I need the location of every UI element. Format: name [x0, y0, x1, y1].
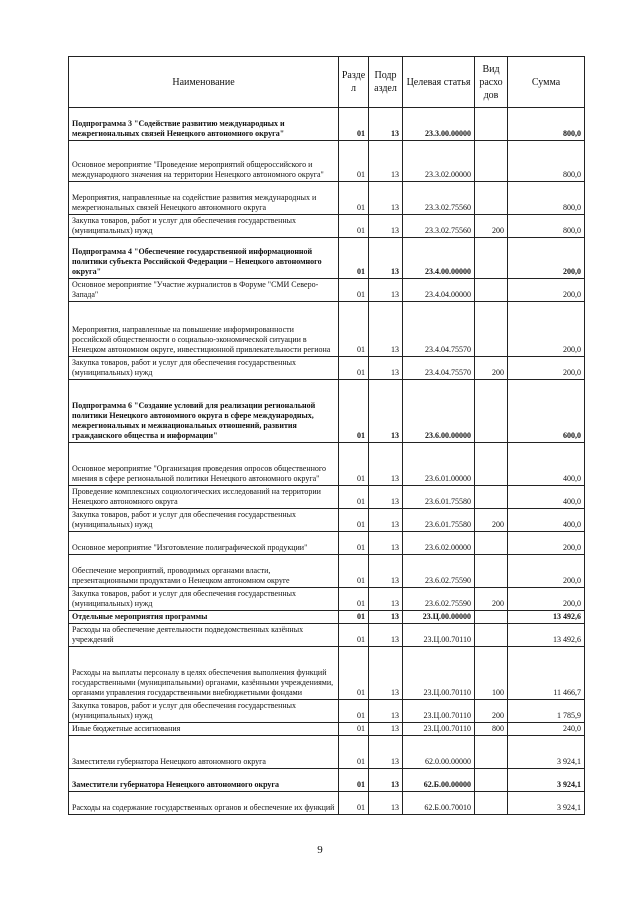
cell-sum: 200,0: [508, 238, 585, 279]
cell-target: 23.6.02.75590: [403, 555, 475, 588]
cell-podrazdel: 13: [369, 769, 403, 792]
cell-name: Закупка товаров, работ и услуг для обеспечения государственных (муниципальных) нужд: [69, 509, 339, 532]
header-target: Целевая статья: [403, 57, 475, 108]
cell-vid: [475, 624, 508, 647]
cell-target: 23.6.01.75580: [403, 486, 475, 509]
cell-podrazdel: 13: [369, 108, 403, 141]
cell-target: 62.Б.00.00000: [403, 769, 475, 792]
cell-target: 23.4.00.00000: [403, 238, 475, 279]
cell-razdel: 01: [339, 611, 369, 624]
cell-sum: 600,0: [508, 380, 585, 443]
cell-name: Мероприятия, направленные на содействие развития международных и межрегиональных связей Ненецкого автономного округа: [69, 182, 339, 215]
header-razdel: Разде л: [339, 57, 369, 108]
header-podrazdel: Подр аздел: [369, 57, 403, 108]
cell-vid: 200: [475, 509, 508, 532]
cell-podrazdel: 13: [369, 302, 403, 357]
cell-vid: [475, 611, 508, 624]
cell-vid: [475, 108, 508, 141]
cell-podrazdel: 13: [369, 182, 403, 215]
cell-sum: 200,0: [508, 357, 585, 380]
cell-sum: 400,0: [508, 509, 585, 532]
cell-vid: 200: [475, 700, 508, 723]
cell-vid: [475, 302, 508, 357]
cell-name: Основное мероприятие "Участие журналистов в Форуме "СМИ Северо-Запада": [69, 279, 339, 302]
header-vid: Вид расхо дов: [475, 57, 508, 108]
table-row: [69, 238, 585, 279]
cell-razdel: 01: [339, 380, 369, 443]
cell-razdel: 01: [339, 624, 369, 647]
table-row: [69, 215, 585, 238]
cell-sum: 400,0: [508, 486, 585, 509]
cell-sum: 1 785,9: [508, 700, 585, 723]
cell-target: 23.4.04.75570: [403, 357, 475, 380]
cell-vid: [475, 736, 508, 769]
cell-podrazdel: 13: [369, 486, 403, 509]
cell-vid: [475, 555, 508, 588]
table-header-row: [69, 57, 585, 108]
cell-name: Подпрограмма 3 "Содействие развитию международных и межрегиональных связей Ненецкого автономного округа": [69, 108, 339, 141]
cell-sum: 200,0: [508, 279, 585, 302]
table-row: [69, 555, 585, 588]
table-row: [69, 141, 585, 182]
cell-vid: [475, 279, 508, 302]
table-row: [69, 302, 585, 357]
cell-razdel: 01: [339, 647, 369, 700]
cell-razdel: 01: [339, 141, 369, 182]
cell-target: 23.3.02.75560: [403, 182, 475, 215]
cell-vid: [475, 141, 508, 182]
cell-name: Основное мероприятие "Организация проведения опросов общественного мнения в сфере региональной политики Ненецкого автономного округа": [69, 443, 339, 486]
table-row: [69, 647, 585, 700]
cell-podrazdel: 13: [369, 279, 403, 302]
cell-vid: [475, 238, 508, 279]
cell-razdel: 01: [339, 215, 369, 238]
cell-sum: 240,0: [508, 723, 585, 736]
table-row: [69, 108, 585, 141]
cell-name: Подпрограмма 4 "Обеспечение государственной информационной политики субъекта Российской Федерации – Ненецкого автономного округа": [69, 238, 339, 279]
cell-vid: [475, 182, 508, 215]
cell-podrazdel: 13: [369, 792, 403, 815]
cell-target: 62.Б.00.70010: [403, 792, 475, 815]
cell-podrazdel: 13: [369, 532, 403, 555]
cell-razdel: 01: [339, 357, 369, 380]
cell-podrazdel: 13: [369, 647, 403, 700]
cell-sum: 3 924,1: [508, 736, 585, 769]
cell-name: Проведение комплексных социологических исследований на территории Ненецкого автономного округа: [69, 486, 339, 509]
table-row: [69, 509, 585, 532]
cell-name: Основное мероприятие "Изготовление полиграфической продукции": [69, 532, 339, 555]
table-row: [69, 736, 585, 769]
cell-vid: 200: [475, 357, 508, 380]
cell-name: Закупка товаров, работ и услуг для обеспечения государственных (муниципальных) нужд: [69, 700, 339, 723]
cell-podrazdel: 13: [369, 611, 403, 624]
cell-razdel: 01: [339, 792, 369, 815]
cell-razdel: 01: [339, 279, 369, 302]
cell-target: 23.3.02.75560: [403, 215, 475, 238]
cell-podrazdel: 13: [369, 700, 403, 723]
cell-name: Обеспечение мероприятий, проводимых органами власти, презентационными продуктами о Ненецком автономном округе: [69, 555, 339, 588]
cell-target: 23.3.02.00000: [403, 141, 475, 182]
cell-vid: [475, 443, 508, 486]
cell-razdel: 01: [339, 555, 369, 588]
cell-target: 62.0.00.00000: [403, 736, 475, 769]
cell-podrazdel: 13: [369, 238, 403, 279]
cell-razdel: 01: [339, 588, 369, 611]
cell-sum: 800,0: [508, 182, 585, 215]
table-row: [69, 700, 585, 723]
cell-sum: 3 924,1: [508, 792, 585, 815]
page-number: 9: [317, 844, 323, 856]
cell-name: Расходы на выплаты персоналу в целях обеспечения выполнения функций государственными (муниципальными) органами, казёнными учреждениями, органами управления государственными внебюджетными фондами: [69, 647, 339, 700]
cell-podrazdel: 13: [369, 555, 403, 588]
cell-target: 23.4.04.00000: [403, 279, 475, 302]
cell-target: 23.6.01.75580: [403, 509, 475, 532]
cell-target: 23.Ц.00.70110: [403, 647, 475, 700]
cell-target: 23.4.04.75570: [403, 302, 475, 357]
cell-sum: 800,0: [508, 215, 585, 238]
cell-vid: 200: [475, 215, 508, 238]
cell-vid: [475, 769, 508, 792]
cell-target: 23.3.00.00000: [403, 108, 475, 141]
cell-target: 23.6.02.00000: [403, 532, 475, 555]
cell-sum: 200,0: [508, 555, 585, 588]
cell-sum: 800,0: [508, 141, 585, 182]
table-row: [69, 588, 585, 611]
cell-name: Заместители губернатора Ненецкого автономного округа: [69, 736, 339, 769]
cell-target: 23.6.00.00000: [403, 380, 475, 443]
cell-razdel: 01: [339, 769, 369, 792]
cell-podrazdel: 13: [369, 736, 403, 769]
table-row: [69, 486, 585, 509]
cell-sum: 400,0: [508, 443, 585, 486]
cell-name: Закупка товаров, работ и услуг для обеспечения государственных (муниципальных) нужд: [69, 588, 339, 611]
table-row: [69, 792, 585, 815]
cell-target: 23.6.02.75590: [403, 588, 475, 611]
cell-vid: [475, 380, 508, 443]
table-row: [69, 624, 585, 647]
cell-sum: 3 924,1: [508, 769, 585, 792]
cell-name: Закупка товаров, работ и услуг для обеспечения государственных (муниципальных) нужд: [69, 357, 339, 380]
table-row: [69, 380, 585, 443]
cell-target: 23.6.01.00000: [403, 443, 475, 486]
cell-razdel: 01: [339, 700, 369, 723]
cell-razdel: 01: [339, 486, 369, 509]
cell-name: Закупка товаров, работ и услуг для обеспечения государственных (муниципальных) нужд: [69, 215, 339, 238]
cell-name: Мероприятия, направленные на повышение информированности российской общественности о социально-экономической ситуации в Ненецком автономном округе, инвестиционной привлекательности региона: [69, 302, 339, 357]
cell-target: 23.Ц.00.00000: [403, 611, 475, 624]
cell-podrazdel: 13: [369, 723, 403, 736]
cell-podrazdel: 13: [369, 624, 403, 647]
table-row: [69, 532, 585, 555]
cell-sum: 200,0: [508, 588, 585, 611]
cell-sum: 13 492,6: [508, 624, 585, 647]
cell-name: Расходы на содержание государственных органов и обеспечение их функций: [69, 792, 339, 815]
cell-podrazdel: 13: [369, 215, 403, 238]
cell-razdel: 01: [339, 532, 369, 555]
table-row: [69, 279, 585, 302]
cell-sum: 800,0: [508, 108, 585, 141]
cell-sum: 11 466,7: [508, 647, 585, 700]
cell-podrazdel: 13: [369, 509, 403, 532]
header-name: Наименование: [69, 57, 339, 108]
cell-name: Иные бюджетные ассигнования: [69, 723, 339, 736]
cell-name: Основное мероприятие "Проведение мероприятий общероссийского и международного значения на территории Ненецкого автономного округа": [69, 141, 339, 182]
cell-sum: 13 492,6: [508, 611, 585, 624]
cell-name: Расходы на обеспечение деятельности подведомственных казённых учреждений: [69, 624, 339, 647]
cell-razdel: 01: [339, 443, 369, 486]
cell-podrazdel: 13: [369, 380, 403, 443]
table-row: [69, 769, 585, 792]
table-body: [69, 108, 585, 815]
cell-name: Подпрограмма 6 "Создание условий для реализации региональной политики Ненецкого автономного округа в сфере международных, межрегиональных и межнациональных отношений, развития гражданского общества и информации": [69, 380, 339, 443]
cell-razdel: 01: [339, 736, 369, 769]
cell-vid: 800: [475, 723, 508, 736]
cell-vid: 200: [475, 588, 508, 611]
cell-sum: 200,0: [508, 532, 585, 555]
cell-razdel: 01: [339, 238, 369, 279]
cell-podrazdel: 13: [369, 357, 403, 380]
cell-vid: [475, 532, 508, 555]
cell-vid: 100: [475, 647, 508, 700]
cell-razdel: 01: [339, 302, 369, 357]
budget-table: [68, 56, 585, 815]
table-row: [69, 723, 585, 736]
table-row: [69, 182, 585, 215]
table-row: [69, 611, 585, 624]
cell-name: Заместители губернатора Ненецкого автономного округа: [69, 769, 339, 792]
cell-target: 23.Ц.00.70110: [403, 700, 475, 723]
cell-razdel: 01: [339, 182, 369, 215]
cell-podrazdel: 13: [369, 588, 403, 611]
cell-sum: 200,0: [508, 302, 585, 357]
cell-podrazdel: 13: [369, 141, 403, 182]
cell-target: 23.Ц.00.70110: [403, 723, 475, 736]
table-row: [69, 443, 585, 486]
table-row: [69, 357, 585, 380]
cell-razdel: 01: [339, 108, 369, 141]
cell-target: 23.Ц.00.70110: [403, 624, 475, 647]
cell-name: Отдельные мероприятия программы: [69, 611, 339, 624]
cell-vid: [475, 486, 508, 509]
cell-razdel: 01: [339, 723, 369, 736]
header-sum: Сумма: [508, 57, 585, 108]
cell-vid: [475, 792, 508, 815]
cell-podrazdel: 13: [369, 443, 403, 486]
cell-razdel: 01: [339, 509, 369, 532]
